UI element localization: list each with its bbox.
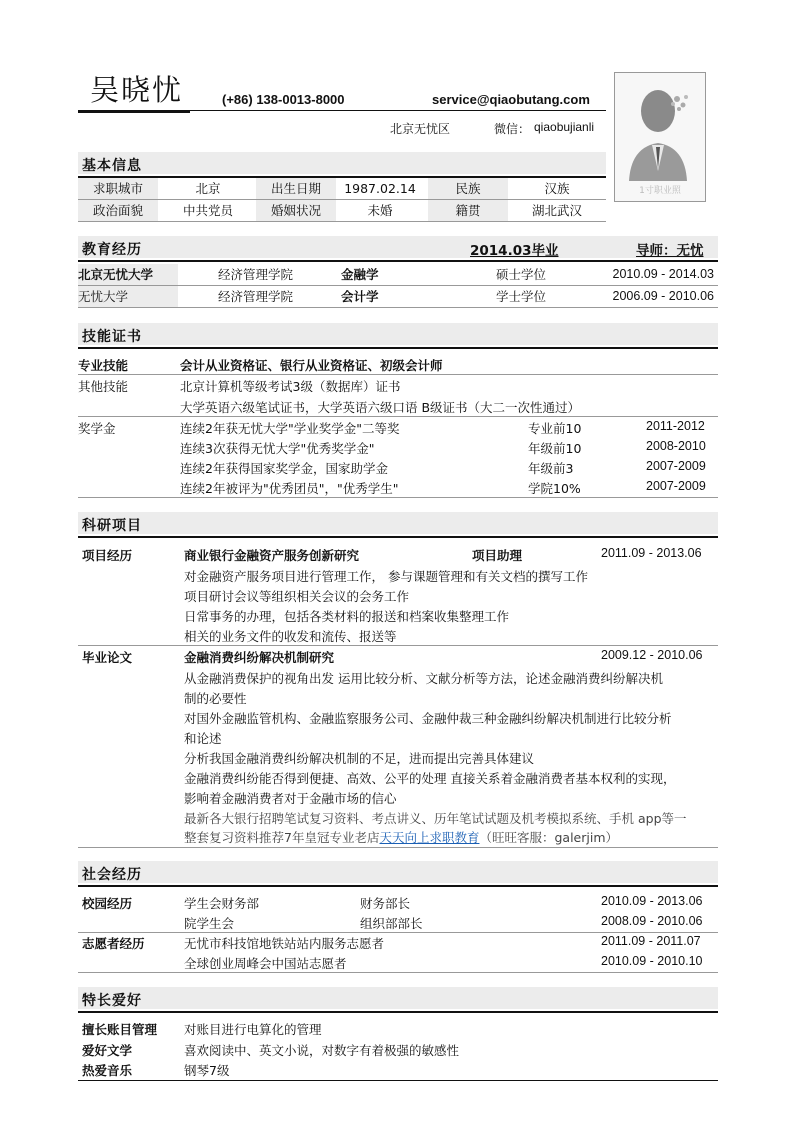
college: 经济管理学院 <box>218 267 294 282</box>
other-skill-line: 大学英语六级笔试证书，大学英语六级口语 B级证书（大二一次性通过） <box>180 400 581 415</box>
section-header-education <box>78 236 718 258</box>
period: 2010.09 - 2014.03 <box>612 267 714 281</box>
ad-line: 最新各大银行招聘笔试复习资料、考点讲义、历年笔试试题及机考模拟系统、手机 app等一 <box>184 811 687 826</box>
project-line: 项目研讨会议等组织相关会议的会务工作 <box>184 589 410 604</box>
hobby-value: 喜欢阅读中、英文小说，对数字有着极强的敏感性 <box>184 1043 460 1058</box>
degree: 学士学位 <box>496 289 547 304</box>
section-title: 教育经历 <box>82 242 142 258</box>
wechat-label: 微信： <box>494 122 531 136</box>
info-row <box>78 178 606 200</box>
project-name: 商业银行金融资产服务创新研究 <box>184 548 360 563</box>
thesis-line: 和论述 <box>184 731 222 746</box>
scholarship-rank: 年级前3 <box>528 461 574 476</box>
section-header-skills <box>78 323 718 345</box>
row-divider <box>78 645 718 646</box>
ad-suffix: （旺旺客服：galerjim） <box>479 830 619 845</box>
info-label: 求职城市 <box>78 178 158 199</box>
other-skill-line: 北京计算机等级考试3级（数据库）证书 <box>180 379 401 394</box>
social-org: 学生会财务部 <box>184 896 260 911</box>
hobby-value: 对账目进行电算化的管理 <box>184 1022 322 1037</box>
college: 经济管理学院 <box>218 289 294 304</box>
other-skills-label: 其他技能 <box>78 379 129 394</box>
section-header-hobbies <box>78 987 718 1009</box>
scholarship-rank: 专业前10 <box>528 421 582 436</box>
social-role: 组织部部长 <box>360 916 423 931</box>
scholarship-years: 2007-2009 <box>646 459 706 473</box>
hobby-label: 擅长账目管理 <box>82 1022 158 1037</box>
person-silhouette-icon <box>615 73 705 201</box>
name-underline <box>78 110 190 113</box>
scholarship-text: 连续3次获得无忧大学"优秀奖学金" <box>180 441 375 456</box>
ad-prefix: 整套复习资料推荐7年皇冠专业老店 <box>184 830 380 845</box>
scholarship-years: 2008-2010 <box>646 439 706 453</box>
info-value: 中共党员 <box>182 203 233 218</box>
section-divider <box>78 885 718 887</box>
thesis-line: 影响着金融消费者对于金融市场的信心 <box>184 791 397 806</box>
thesis-label: 毕业论文 <box>82 650 133 665</box>
project-line: 日常事务的办理，包括各类材料的报送和档案收集整理工作 <box>184 609 510 624</box>
project-period: 2011.09 - 2013.06 <box>601 546 702 560</box>
location: 北京无忧区 <box>390 122 451 136</box>
row-divider <box>78 374 718 375</box>
row-divider <box>78 847 718 848</box>
scholarship-years: 2011-2012 <box>646 419 705 433</box>
thesis-period: 2009.12 - 2010.06 <box>601 648 703 662</box>
major: 金融学 <box>341 267 379 282</box>
info-label: 籍贯 <box>428 200 508 221</box>
advisor: 导师：无忧 <box>636 243 704 259</box>
row-divider <box>78 972 718 973</box>
social-org: 全球创业周峰会中国站志愿者 <box>184 956 347 971</box>
section-title: 社会经历 <box>82 867 142 883</box>
degree: 硕士学位 <box>496 267 547 282</box>
section-divider <box>78 536 718 538</box>
info-value: 1987.02.14 <box>344 181 416 196</box>
project-line: 对金融资产服务项目进行管理工作， 参与课题管理和有关文档的撰写工作 <box>184 569 588 584</box>
pro-skills-value: 会计从业资格证、银行从业资格证、初级会计师 <box>180 358 443 373</box>
thesis-line: 分析我国金融消费纠纷解决机制的不足，进而提出完善具体建议 <box>184 751 535 766</box>
hobby-value: 钢琴7级 <box>184 1063 230 1078</box>
thesis-line: 从金融消费保护的视角出发 运用比较分析、文献分析等方法，论述金融消费纠纷解决机 <box>184 671 663 686</box>
candidate-name: 吴晓忧 <box>90 73 184 107</box>
row-divider <box>78 416 718 417</box>
info-label: 婚姻状况 <box>256 200 336 221</box>
thesis-line: 制的必要性 <box>184 691 247 706</box>
section-bottom-divider <box>78 1080 718 1081</box>
social-org: 院学生会 <box>184 916 235 931</box>
social-period: 2010.09 - 2010.10 <box>601 954 703 968</box>
pro-skills-label: 专业技能 <box>78 358 129 373</box>
row-divider <box>78 497 718 498</box>
scholarship-rank: 学院10% <box>528 481 581 496</box>
scholarship-years: 2007-2009 <box>646 479 706 493</box>
header-divider <box>190 110 606 111</box>
scholarship-text: 连续2年获无忧大学"学业奖学金"二等奖 <box>180 421 400 436</box>
scholarship-text: 连续2年获得国家奖学金，国家助学金 <box>180 461 388 476</box>
section-title: 特长爱好 <box>82 993 142 1009</box>
info-label: 政治面貌 <box>78 200 158 221</box>
row-divider <box>78 932 718 933</box>
hobby-label: 热爱音乐 <box>82 1063 133 1078</box>
info-row <box>78 200 606 222</box>
school: 无忧大学 <box>78 286 178 307</box>
social-role: 财务部长 <box>360 896 411 911</box>
section-divider <box>78 260 718 262</box>
section-title: 科研项目 <box>82 518 142 534</box>
scholarship-rank: 年级前10 <box>528 441 582 456</box>
section-title: 基本信息 <box>82 158 142 174</box>
thesis-name: 金融消费纠纷解决机制研究 <box>184 650 335 665</box>
section-divider <box>78 1011 718 1013</box>
phone-number: (+86) 138-0013-8000 <box>222 92 345 107</box>
info-value: 湖北武汉 <box>531 203 582 218</box>
photo-caption: 1寸职业照 <box>639 186 681 196</box>
volunteer-label: 志愿者经历 <box>82 936 145 951</box>
campus-label: 校园经历 <box>82 896 133 911</box>
info-label: 民族 <box>428 178 508 199</box>
social-period: 2011.09 - 2011.07 <box>601 934 701 948</box>
project-line: 相关的业务文件的收发和流传、报送等 <box>184 629 397 644</box>
info-value: 北京 <box>195 181 221 196</box>
major: 会计学 <box>341 289 379 304</box>
school: 北京无忧大学 <box>78 264 178 285</box>
scholarship-text: 连续2年被评为"优秀团员"，"优秀学生" <box>180 481 399 496</box>
thesis-line: 金融消费纠纷能否得到便捷、高效、公平的处理 直接关系着金融消费者基本权利的实现， <box>184 771 676 786</box>
thesis-line: 对国外金融监管机构、金融监察服务公司、金融仲裁三种金融纠纷解决机制进行比较分析 <box>184 711 672 726</box>
section-header-social <box>78 861 718 883</box>
section-title: 技能证书 <box>82 329 142 345</box>
project-label: 项目经历 <box>82 548 133 563</box>
wechat-id: qiaobujianli <box>534 120 595 134</box>
education-row <box>78 264 718 286</box>
info-value: 未婚 <box>367 203 393 218</box>
graduation-date: 2014.03毕业 <box>470 243 559 259</box>
hobby-label: 爱好文学 <box>82 1043 133 1058</box>
info-value: 汉族 <box>544 181 570 196</box>
social-org: 无忧市科技馆地铁站站内服务志愿者 <box>184 936 385 951</box>
education-row <box>78 286 718 308</box>
section-header-basic-info <box>78 152 606 174</box>
project-role: 项目助理 <box>472 548 523 563</box>
ad-link[interactable]: 天天向上求职教育 <box>379 830 480 845</box>
email-address: service@qiaobutang.com <box>432 92 590 107</box>
section-header-research <box>78 512 718 534</box>
profile-photo <box>614 72 706 202</box>
info-label: 出生日期 <box>256 178 336 199</box>
ad-line <box>184 828 618 846</box>
period: 2006.09 - 2010.06 <box>612 289 714 303</box>
scholarship-label: 奖学金 <box>78 421 116 436</box>
section-divider <box>78 347 718 349</box>
social-period: 2008.09 - 2010.06 <box>601 914 703 928</box>
social-period: 2010.09 - 2013.06 <box>601 894 703 908</box>
